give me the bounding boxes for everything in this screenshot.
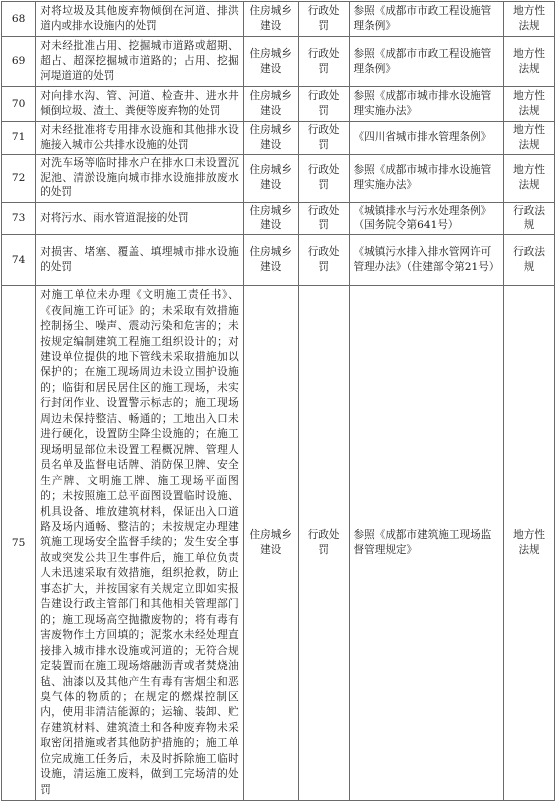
item-number: 68 [2, 2, 36, 37]
penalty-items-table [1, 1, 555, 801]
item-number: 73 [2, 202, 36, 235]
table-row [2, 202, 555, 235]
item-department: 住房城乡建设 [243, 154, 298, 202]
item-number: 74 [2, 235, 36, 286]
item-power-type: 行政处罚 [298, 154, 349, 202]
item-legal-basis: 参照《成都市市政工程设施管理条例》 [349, 2, 504, 37]
item-department: 住房城乡建设 [243, 235, 298, 286]
item-law-kind: 地方性法规 [504, 154, 555, 202]
table-row [2, 87, 555, 122]
item-name: 对未经批准将专用排水设施和其他排水设施接入城市公共排水设施的处罚 [36, 122, 244, 155]
item-number: 70 [2, 87, 36, 122]
table-row [2, 235, 555, 286]
item-name: 对损害、堵塞、覆盖、填埋城市排水设施的处罚 [36, 235, 244, 286]
item-department: 住房城乡建设 [243, 2, 298, 37]
item-legal-basis: 参照《成都市城市排水设施管理实施办法》 [349, 87, 504, 122]
item-law-kind: 行政法规 [504, 202, 555, 235]
item-department: 住房城乡建设 [243, 286, 298, 801]
item-power-type: 行政处罚 [298, 202, 349, 235]
item-law-kind: 地方性法规 [504, 37, 555, 87]
table-row [2, 286, 555, 801]
item-legal-basis: 《城镇排水与污水处理条例》（国务院令第641号） [349, 202, 504, 235]
item-department: 住房城乡建设 [243, 87, 298, 122]
item-legal-basis: 《城镇污水排入排水管网许可管理办法》（住建部令第21号） [349, 235, 504, 286]
item-department: 住房城乡建设 [243, 37, 298, 87]
table-row [2, 122, 555, 155]
table-row [2, 2, 555, 37]
item-number: 71 [2, 122, 36, 155]
item-name: 对未经批准占用、挖掘城市道路或超期、超占、超深挖掘城市道路的；占用、挖掘河堤道道的处罚 [36, 37, 244, 87]
table-row [2, 154, 555, 202]
item-name: 对向排水沟、管、河道、检查井、进水井倾倒垃圾、渣土、粪便等废弃物的处罚 [36, 87, 244, 122]
item-power-type: 行政处罚 [298, 87, 349, 122]
item-law-kind: 地方性法规 [504, 286, 555, 801]
item-law-kind: 地方性法规 [504, 122, 555, 155]
item-number: 75 [2, 286, 36, 801]
item-legal-basis: 参照《成都市市政工程设施管理条例》 [349, 37, 504, 87]
item-number: 69 [2, 37, 36, 87]
item-law-kind: 地方性法规 [504, 87, 555, 122]
item-department: 住房城乡建设 [243, 202, 298, 235]
item-name: 对将污水、雨水管道混接的处罚 [36, 202, 244, 235]
item-name: 对将垃圾及其他废弃物倾倒在河道、排洪道内或排水设施内的处罚 [36, 2, 244, 37]
item-power-type: 行政处罚 [298, 2, 349, 37]
item-power-type: 行政处罚 [298, 286, 349, 801]
item-law-kind: 行政法规 [504, 235, 555, 286]
item-power-type: 行政处罚 [298, 122, 349, 155]
item-legal-basis: 参照《成都市建筑施工现场监督管理规定》 [349, 286, 504, 801]
item-power-type: 行政处罚 [298, 235, 349, 286]
item-name: 对施工单位未办理《文明施工责任书》、《夜间施工许可证》的；未采取有效措施控制扬尘、噪声、震动污染和危害的；未按规定编制建筑工程施工组织设计的；对建设单位提供的地下管线未采取措施加以保护的；在施工现场周边未设立围护设施的；临街和居民居住区的施工现场，未实行封闭作业、设置警示标志的；施工现场周边未保持整洁、畅通的；工地出入口未进行硬化，设置防尘降尘设施的；在施工现场明显部位未设置工程概况牌、管理人员名单及监督电话牌、消防保卫牌、安全生产牌、文明施工牌、施工现场平面图的；未按照施工总平面图设置临时设施、机具设备、堆放建筑材料，保证出入口道路及场内通畅、整洁的；未按规定办理建筑施工现场安全监督手续的；发生安全事故或突发公共卫生事件后，施工单位负责人未迅速采取有效措施，组织抢救，防止事态扩大，并按国家有关规定立即如实报告建设行政主管部门和其他相关管理部门的；施工现场高空抛撒废物的；将有毒有害废物作土方回填的；泥浆水未经处理直接排入城市排水设施或河道的；无符合规定装置而在施工现场熔融沥青或者焚烧油毡、油漆以及其他产生有毒有害烟尘和恶臭气体的物质的；在规定的燃煤控制区内，使用非清洁能源的；运输、装卸、贮存建筑材料、建筑渣土和各种废弃物未采取密闭措施或者其他防护措施的；施工单位完成施工任务后，未及时拆除施工临时设施，清运施工废料，做到工完场清的处罚 [36, 286, 244, 801]
table-row [2, 37, 555, 87]
item-power-type: 行政处罚 [298, 37, 349, 87]
item-law-kind: 地方性法规 [504, 2, 555, 37]
item-name: 对洗车场等临时排水户在排水口未设置沉泥池、清淤设施向城市排水设施排放废水的处罚 [36, 154, 244, 202]
item-legal-basis: 《四川省城市排水管理条例》 [349, 122, 504, 155]
item-department: 住房城乡建设 [243, 122, 298, 155]
item-number: 72 [2, 154, 36, 202]
item-legal-basis: 参照《成都市城市排水设施管理实施办法》 [349, 154, 504, 202]
